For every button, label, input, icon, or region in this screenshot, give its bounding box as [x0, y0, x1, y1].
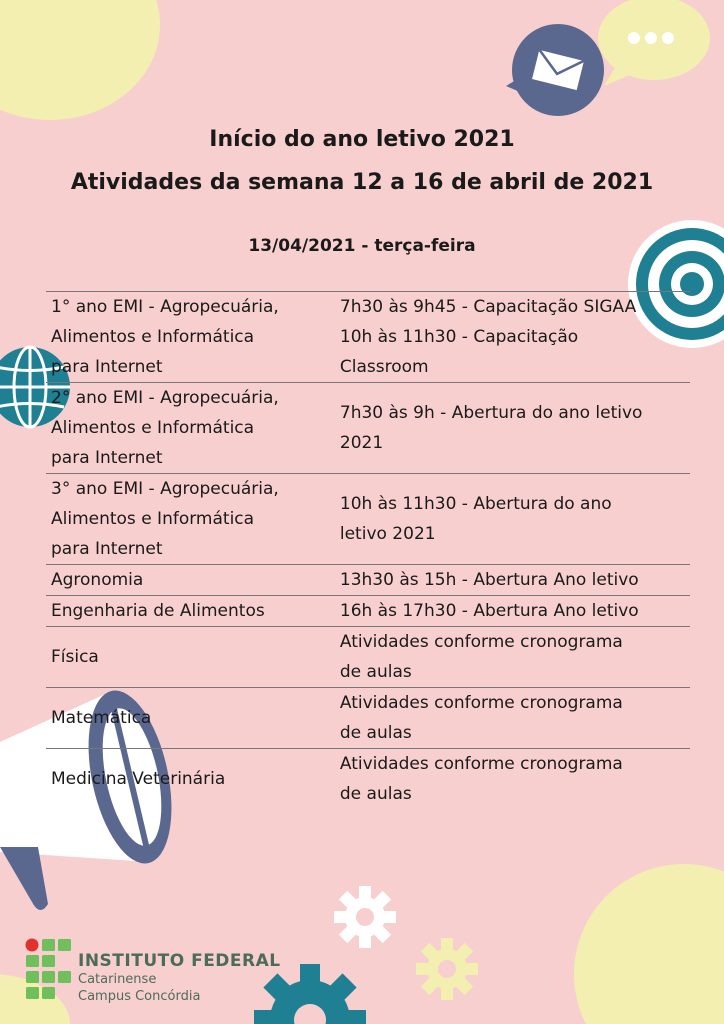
institute-logo-icon [25, 938, 73, 1002]
date-heading: 13/04/2021 - terça-feira [248, 236, 476, 256]
activity-cell [332, 565, 690, 596]
activity-line: Atividades conforme cronograma [339, 693, 623, 713]
course-cell [46, 627, 332, 688]
activity-line: Classroom [339, 357, 429, 377]
activity-line: 7h30 às 9h45 - Capacitação SIGAA [339, 297, 637, 317]
schedule-row [46, 474, 690, 565]
course-cell [46, 596, 332, 627]
institute-logo-text [78, 951, 281, 1005]
course-cell [46, 383, 332, 474]
activity-cell [332, 627, 690, 688]
activity-cell [332, 383, 690, 474]
schedule-row [46, 596, 690, 627]
activity-line: letivo 2021 [339, 524, 436, 544]
activity-line: de aulas [339, 784, 412, 804]
activity-cell [332, 749, 690, 810]
activity-line: Atividades conforme cronograma [339, 754, 623, 774]
course-line: Medicina Veterinária [51, 769, 226, 789]
activity-line: 13h30 às 15h - Abertura Ano letivo [339, 570, 639, 590]
yellow-blob-top-left [0, 0, 160, 120]
course-line: para Internet [51, 357, 163, 377]
yellow-blob-bottom-right [574, 864, 724, 1024]
course-line: Alimentos e Informática [51, 418, 255, 438]
gear-icon [412, 934, 482, 1004]
schedule-row [46, 749, 690, 810]
logo-line-2: Catarinense [78, 972, 157, 987]
activity-line: de aulas [339, 662, 412, 682]
activity-line: 2021 [339, 433, 384, 453]
course-line: Engenharia de Alimentos [51, 601, 265, 621]
activity-line: Atividades conforme cronograma [339, 632, 623, 652]
schedule-row [46, 688, 690, 749]
course-line: 3° ano EMI - Agropecuária, [51, 479, 279, 499]
activity-line: 10h às 11h30 - Abertura do ano [339, 494, 612, 514]
schedule-row [46, 383, 690, 474]
activity-cell [332, 596, 690, 627]
logo-line-3: Campus Concórdia [78, 989, 201, 1004]
course-line: Alimentos e Informática [51, 509, 255, 529]
schedule-body [46, 292, 690, 810]
course-cell [46, 292, 332, 383]
schedule-row [46, 565, 690, 596]
course-line: Matemática [51, 708, 152, 728]
course-line: para Internet [51, 448, 163, 468]
activity-cell [332, 292, 690, 383]
activity-line: 16h às 17h30 - Abertura Ano letivo [339, 601, 639, 621]
title-line-1: Início do ano letivo 2021 [209, 127, 515, 152]
logo-line-1: INSTITUTO FEDERAL [78, 951, 281, 971]
course-line: 2° ano EMI - Agropecuária, [51, 388, 279, 408]
schedule-row [46, 292, 690, 383]
schedule-table [46, 291, 690, 809]
course-cell [46, 749, 332, 810]
schedule-row [46, 627, 690, 688]
title-line-2: Atividades da semana 12 a 16 de abril de 2021 [70, 170, 654, 195]
course-line: para Internet [51, 539, 163, 559]
activity-line: 7h30 às 9h - Abertura do ano letivo [339, 403, 643, 423]
course-line: Alimentos e Informática [51, 327, 255, 347]
chat-bubble-icon [596, 0, 716, 86]
course-cell [46, 474, 332, 565]
course-line: Física [51, 647, 99, 667]
activity-cell [332, 474, 690, 565]
email-bubble-icon [506, 22, 606, 118]
activity-cell [332, 688, 690, 749]
course-line: 1° ano EMI - Agropecuária, [51, 297, 279, 317]
course-cell [46, 565, 332, 596]
activity-line: de aulas [339, 723, 412, 743]
course-line: Agronomia [51, 570, 144, 590]
activity-line: 10h às 11h30 - Capacitação [339, 327, 579, 347]
gear-icon [330, 882, 400, 952]
course-cell [46, 688, 332, 749]
